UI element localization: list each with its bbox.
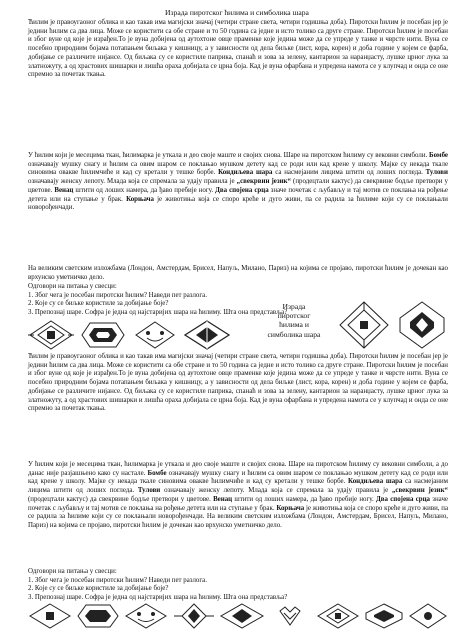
question-2-copy: 2. Које су се биљке користиле за добијање боје? [28, 585, 169, 593]
side-title-line-1: Израда [282, 302, 306, 311]
text-run: је животиња која се споро креће и дуго живи, па се радила за ћилиме који су се поклањали новорођенчади. [28, 195, 448, 212]
symbols-paragraph [28, 152, 448, 213]
question-2: 2. Које су се биљке користиле за добијање боје? [28, 300, 169, 308]
questions-block-copy [28, 568, 448, 603]
side-title-line-4: симболика шара [267, 329, 321, 339]
motif-sofra-icon [28, 320, 74, 350]
bold-term: Бомбе [429, 152, 448, 159]
motif-kornjaca-icon [396, 300, 448, 350]
motif-bomba-icon [76, 603, 120, 629]
bold-term: Бомбе [147, 469, 167, 477]
text-run: штити од лоших намера, да ђаво пребије ногу. [73, 186, 216, 194]
bold-term: Корњача [276, 504, 305, 512]
side-title-line-2: пиротског [277, 311, 311, 321]
motif-kondilj-icon [132, 320, 178, 350]
question-3: 3. Препознај шаре. Софра је једна од најстаријих шара на ћилиму. Шта она представља? [28, 309, 288, 317]
text-run: означавају женску лепоту. Млада која се спремала за удају правила је [28, 178, 237, 186]
motif-tulovi-icon [172, 603, 216, 629]
text-run: означавају мушку снагу и ћилим са овим шаром се поклањао мушком детету кад се роди или кад крене у школу. Мајке су некада ткале синовима овакве ћилимчиће и кад су кретали у тешке борбе. [28, 469, 448, 486]
text-run: (продецтали кактус) да свекрвине бодље претвори у цветове. [28, 178, 448, 194]
text-run: У ћилим који је месецима ткан, ћилимарка је уткала и део своје маште и својих снова. Шаре на пиротском ћилиму су вековни симболи. [28, 152, 430, 159]
text-run: (продецтали кактус) да свекрвине бодље претвори у цветове. [28, 495, 214, 503]
text-run: означавају женску лепоту. Млада која се спремала за удају правила је [160, 487, 392, 495]
motif-bomba-icon [80, 320, 126, 350]
bold-term: Тулови [425, 169, 448, 177]
motif-svekrvin-jezik-icon [316, 603, 360, 629]
text-run: је животиња која се споро креће и дуго живи, па се радила за ћилиме који су се поклањали новорођенчади. На великим светским изложбама (Лондон, Амстердам, Брисел, Напуљ, Милано, Париз) на којима се пројаво, пиротски ћилим је дочекан као врхунско уметничко дело. [28, 504, 449, 529]
bold-term: Корњача [126, 195, 154, 203]
bold-term: Кондиљева шара [348, 478, 403, 486]
exhibitions-paragraph: На великим светским изложбама (Лондон, Амстердам, Брисел, Напуљ, Милано, Париз) на којима се пројаво, пиротски ћилим је дочекан као врхунско уметничко дело. [28, 265, 448, 281]
bold-term: „свекрвин језик“ [236, 178, 291, 186]
text-run: штити од лоших намера, да ђаво пребије ногу. [232, 495, 377, 503]
bold-term: Два спојена срца [376, 495, 431, 503]
text-run: значе почетак с љубављу и тај мотив се поклања на рођење детета или на ступање у брак. [28, 186, 448, 203]
bold-term: Кондиљева шара [218, 169, 273, 177]
motif-venac-icon [220, 603, 264, 629]
bold-term: Тулови [137, 487, 161, 495]
symbols-paragraph-copy [28, 461, 448, 531]
side-title-line-3: ћилима и [279, 320, 309, 330]
text-run: са насмејаним лицима штити од лоших погледа. [272, 169, 426, 177]
question-3-copy: 3. Препознај шаре. Софра је једна од најстаријих шара на ћилиму. Шта она представља? [28, 594, 288, 602]
intro-paragraph: Ћилим је правоугаоног облика и као такав има магијски значај (четири стране света, четири годишња доба). Пиротски ћилим је посебан јер је једини ћилим са два лица. Може се користити са обе стране и то 50 година са једне и исто толико са друге стране. Пиротски ћилим је посебан и због вуне од које је израђен.То је вуна добијена од аутохтоне овце праменке које једина може да се упреде у танке и чврсте нити. Вуна се посебно природним бојама потапањем биљака у кишницу, а у зависности од дела биљке (лист, кора, корен) и доба године у којем се фарба, добијање се различите нијансе. Од биљака су се користиле паприка, спанаћ и зова за зелену, кантарион за наранџасту, лушке црног лука за златножуту, а од храстових шишарки и лишћа ораха добијала се црна боја. Кад је вуна офарбана и упредена намота се у клупчад и онда се оне спремно за почетак ткања. [28, 19, 448, 79]
motif-kornjaca-icon [364, 603, 404, 629]
side-title [260, 302, 328, 339]
questions-heading: Одговори на питања у свесци: [28, 283, 117, 290]
text-run: значе почетак с љубављу и тај мотив се поклања на рођење детета или на ступање у брак. [28, 495, 448, 512]
motif-venac-icon [184, 320, 230, 350]
motif-row-2 [28, 603, 448, 630]
motif-svekrvin-jezik-icon [338, 300, 390, 350]
text-run: У ћилим који је месецима ткан, ћилимарка је уткала и део своје маште и својих снова. Шаре на пиротском ћилиму су вековни симболи, а до данас није разјашњено како су настале. [28, 461, 448, 477]
bold-term: Венац [54, 186, 74, 194]
document-title: Израда пиротског ћилима и симболика шара [165, 8, 309, 17]
question-1-copy: 1. Због чега је посебан пиротски ћилим? Наведи пет разлога. [28, 576, 207, 584]
motif-kondilj-icon [124, 603, 168, 629]
text-run: са насмејаним лицима штити од лоших погледа. [28, 478, 449, 495]
intro-paragraph-copy: Ћилим је правоугаоног облика и као такав има магијски значај (четири стране света, четири годишња доба). Пиротски ћилим је посебан јер је једини ћилим са два лица. Може се користити са обе стране и то 50 година са једне и исто толико са друге стране. Пиротски ћилим је посебан и због вуне од које је израђен.То је вуна добијена од аутохтоне овце праменке које једина може да се упреде у танке и чврсте нити. Вуна се посебно природним бојама потапањем биљака у кишницу, а у зависности од дела биљке (лист, кора, корен) и доба године у којем се фарба, добијање се различите нијансе. Од биљака су се користиле паприка, спанаћ и зова за зелену, кантарион за наранџасту, лушке црног лука за златножуту, а од храстових шишарки и лишћа ораха добијала се црна боја. Кад је вуна офарбана и упредена намота се у клупчад и онда се оне спремно за почетак ткања. [28, 353, 448, 413]
motif-cvet-icon [408, 603, 448, 629]
motif-sofra-icon [28, 603, 72, 629]
bold-term: Венац [213, 495, 233, 503]
text-run: означавају мушку снагу и ћилим са овим шаром се поклањао мушком детету кад се роди или кад крене у школу. Мајке су некада ткале синовима овакве ћилимчиће и кад су кретали у тешке борбе. [28, 160, 448, 177]
bold-term: Два спојена срца [215, 186, 269, 194]
question-1: 1. Због чега је посебан пиротски ћилим? Наведи пет разлога. [28, 291, 207, 299]
motif-dva-srca-icon [268, 603, 312, 629]
questions-heading-copy: Одговори на питања у свесци: [28, 568, 117, 575]
bold-term: „свекрвин језик“ [391, 487, 448, 495]
